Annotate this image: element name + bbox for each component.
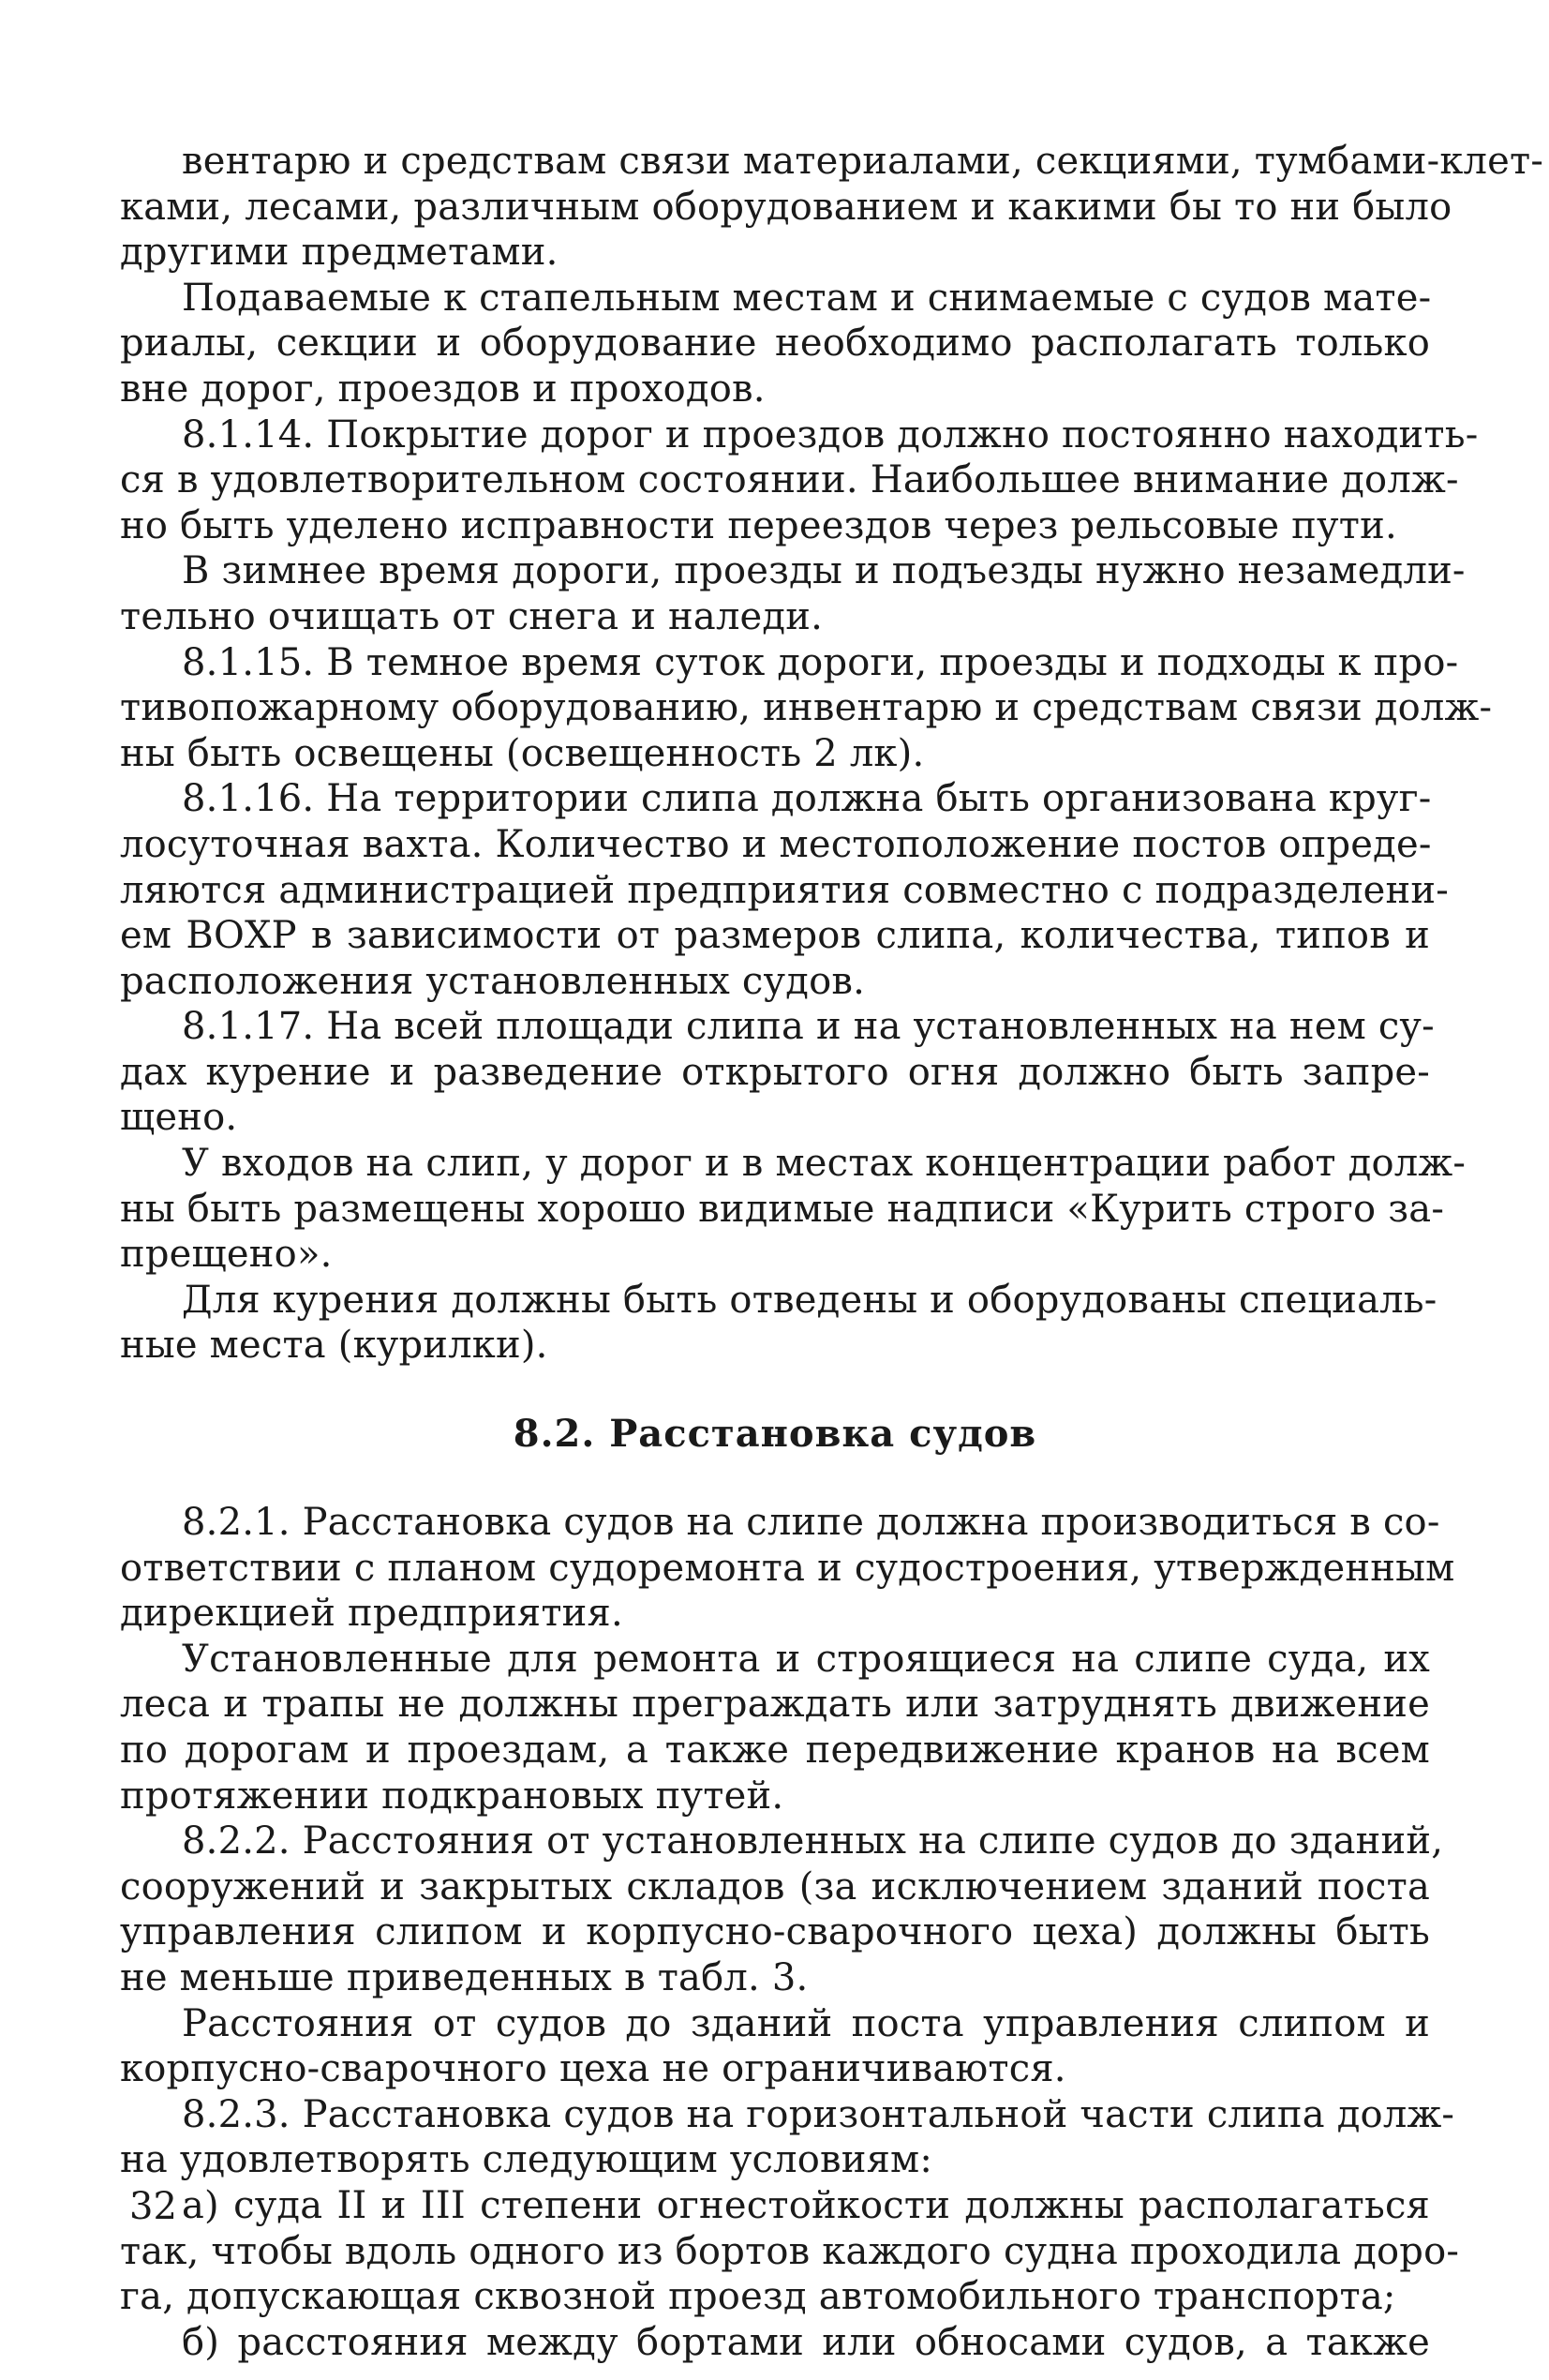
text-line: но быть уделено исправности переездов через рельсовые пути.: [120, 503, 1397, 547]
text-line: 8.1.17. На всей площади слипа и на установленных на нем су-: [182, 1005, 1435, 1049]
text-line: В зимнее время дороги, проезды и подъезды нужно незамедли-: [182, 549, 1466, 593]
text-line: 8.2.3. Расстановка судов на горизонтальной части слипа долж-: [182, 2092, 1455, 2136]
text-line: дирекцией предприятия.: [120, 1592, 623, 1636]
text-line: тельно очищать от снега и наледи.: [120, 594, 824, 638]
page-number: 32: [129, 2185, 177, 2228]
text-line: вентарю и средствам связи материалами, секциями, тумбами-клет-: [182, 140, 1544, 183]
text-line: прещено».: [120, 1233, 333, 1277]
text-line: корпусно-сварочного цеха не ограничиваются.: [120, 2047, 1066, 2091]
text-line: ответствии с планом судоремонта и судостроения, утвержденным: [120, 1546, 1455, 1590]
text-line: ляются администрацией предприятия совместно с подразделени-: [120, 868, 1449, 912]
text-line: так, чтобы вдоль одного из бортов каждого судна проходила доро-: [120, 2229, 1460, 2273]
document-page: [120, 139, 1544, 2364]
text-line: 8.2.2. Расстояния от установленных на слипе судов до зданий,: [182, 1819, 1444, 1864]
text-line: ся в удовлетворительном состоянии. Наибольшее внимание долж-: [120, 458, 1459, 502]
text-block-before-heading: [120, 139, 1544, 1369]
text-line: Подаваемые к стапельным местам и снимаемые с судов мате-: [182, 276, 1432, 320]
text-line: ны быть освещены (освещенность 2 лк).: [120, 731, 925, 775]
text-line: ем ВОХР в зависимости от размеров слипа, количества, типов и: [120, 914, 1430, 958]
text-line: лосуточная вахта. Количество и местоположение постов опреде-: [120, 822, 1432, 866]
text-line: Расстояния от судов до зданий поста управления слипом и: [182, 2001, 1430, 2045]
text-line: дах курение и разведение открытого огня должно быть запре-: [120, 1050, 1430, 1094]
text-line: по дорогам и проездам, а также передвижение кранов на всем: [120, 1729, 1430, 1772]
text-line: 8.2.1. Расстановка судов на слипе должна производиться в со-: [182, 1501, 1440, 1545]
text-line: У входов на слип, у дорог и в местах концентрации работ долж-: [182, 1142, 1467, 1186]
text-line: сооружений и закрытых складов (за исключением зданий поста: [120, 1864, 1430, 1908]
text-line: 8.1.15. В темное время суток дороги, проезды и подходы к про-: [182, 640, 1459, 684]
text-line: тивопожарному оборудованию, инвентарю и средствам связи долж-: [120, 686, 1493, 730]
section-heading: 8.2. Расстановка судов: [513, 1412, 1037, 1457]
text-line: 8.1.14. Покрытие дорог и проездов должно постоянно находить-: [182, 412, 1479, 457]
text-line: не меньше приведенных в табл. 3.: [120, 1955, 809, 1999]
text-line: щено.: [120, 1096, 238, 1140]
text-line: Установленные для ремонта и строящиеся на слипе суда, их: [182, 1637, 1430, 1681]
text-line: вне дорог, проездов и проходов.: [120, 367, 766, 411]
text-line: ны быть размещены хорошо видимые надписи «Курить строго за-: [120, 1187, 1445, 1231]
text-line: на удовлетворять следующим условиям:: [120, 2138, 933, 2182]
text-line: б) расстояния между бортами или обносами судов, а также: [182, 2320, 1430, 2364]
text-line: риалы, секции и оборудование необходимо располагать только: [120, 322, 1430, 366]
text-line: другими предметами.: [120, 231, 559, 275]
text-line: Для курения должны быть отведены и оборудованы специаль-: [182, 1278, 1437, 1322]
text-line: ками, лесами, различным оборудованием и какими бы то ни было: [120, 185, 1452, 229]
text-block-after-heading: [120, 1500, 1460, 2365]
text-line: а) суда II и III степени огнестойкости должны располагаться: [182, 2183, 1430, 2227]
text-line: управления слипом и корпусно-сварочного цеха) должны быть: [120, 1910, 1430, 1954]
text-line: протяжении подкрановых путей.: [120, 1774, 784, 1818]
text-line: леса и трапы не должны преграждать или затруднять движение: [120, 1683, 1430, 1727]
text-line: га, допускающая сквозной проезд автомобильного транспорта;: [120, 2275, 1396, 2319]
text-line: расположения установленных судов.: [120, 959, 865, 1003]
text-line: ные места (курилки).: [120, 1324, 548, 1368]
text-line: 8.1.16. На территории слипа должна быть организована круг-: [182, 777, 1432, 821]
